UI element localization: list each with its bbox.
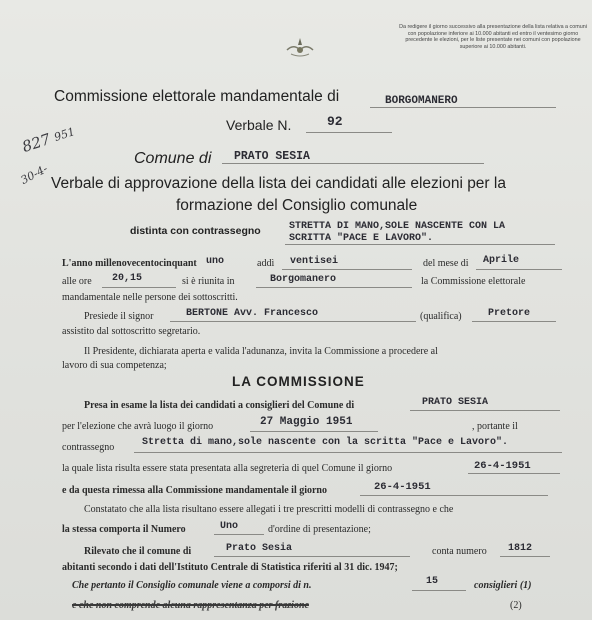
persone-line: mandamentale nelle persone dei sottoscritti. bbox=[62, 292, 238, 303]
margin-note-date: 30-4- bbox=[18, 162, 50, 187]
numero-underline bbox=[214, 534, 264, 535]
ore-value: 20,15 bbox=[112, 273, 143, 284]
mese-label: del mese di bbox=[423, 258, 469, 269]
contrassegno-label: contrassegno bbox=[62, 442, 115, 453]
constatato-line: Constatato che alla lista risultano essere allegati i tre prescritti modelli di contrassegno e che bbox=[84, 504, 454, 515]
abitanti-line: abitanti secondo i dati dell'Istituto Centrale di Statistica riferiti al 31 dic. 1947; bbox=[62, 562, 398, 573]
presentata-underline bbox=[468, 473, 560, 474]
presentata-label: la quale lista risulta essere stata presentata alla segreteria di quel Comune il giorno bbox=[62, 463, 393, 474]
addi-label: addì bbox=[257, 258, 275, 269]
giorno-underline bbox=[282, 269, 412, 270]
rilevato-label: Rilevato che il comune di bbox=[84, 546, 192, 557]
presa-underline bbox=[410, 410, 560, 411]
riunita-value: Borgomanero bbox=[270, 274, 337, 285]
comune-value: PRATO SESIA bbox=[234, 150, 310, 163]
verbale-number-label: Verbale N. bbox=[226, 117, 292, 133]
presidente-line-1: Il Presidente, dichiarata aperta e valida l'adunanza, invita la Commissione a procedere al bbox=[84, 346, 438, 357]
presidente-line-2: lavoro di sua competenza; bbox=[62, 360, 167, 371]
conta-underline bbox=[500, 556, 550, 557]
struck-line: e che non comprende alcuna rappresentanza per frazione bbox=[72, 600, 309, 611]
anno-label: L'anno millenovecentocinquant bbox=[62, 258, 197, 269]
commissione-label: la Commissione elettorale bbox=[421, 276, 526, 287]
presentata-value: 26-4-1951 bbox=[474, 460, 531, 472]
verbale-number-value: 92 bbox=[327, 114, 343, 129]
contrassegno-line-2: SCRITTA "PACE E LAVORO". bbox=[289, 233, 434, 244]
rimessa-label: e da questa rimessa alla Commissione mandamentale il giorno bbox=[62, 485, 327, 496]
contrassegno-underline bbox=[285, 244, 555, 245]
pertanto-underline bbox=[412, 590, 466, 591]
rimessa-underline bbox=[360, 495, 548, 496]
comune-underline bbox=[222, 163, 484, 164]
giorno-value: ventisei bbox=[290, 256, 339, 267]
ordine-label: d'ordine di presentazione; bbox=[268, 524, 371, 535]
contrassegno-body-underline bbox=[134, 452, 562, 453]
ore-underline bbox=[102, 287, 176, 288]
emblem-icon bbox=[283, 36, 317, 58]
assistito-line: assistito dal sottoscritto segretario. bbox=[62, 326, 201, 337]
struck-ref: (2) bbox=[510, 600, 522, 611]
elezione-underline bbox=[250, 431, 378, 432]
presiede-label: Presiede il signor bbox=[84, 311, 154, 322]
commission-label: Commissione elettorale mandamentale di bbox=[54, 88, 340, 105]
mese-value: Aprile bbox=[483, 255, 520, 266]
presa-value: PRATO SESIA bbox=[422, 397, 489, 408]
numero-value: Uno bbox=[220, 521, 239, 532]
rimessa-value: 26-4-1951 bbox=[374, 481, 431, 493]
margin-note-year: 951 bbox=[52, 125, 77, 144]
portante-label: , portante il bbox=[472, 421, 518, 432]
pertanto-value: 15 bbox=[426, 576, 439, 587]
qualifica-value: Pretore bbox=[488, 308, 531, 319]
margin-note-number: 827 bbox=[19, 130, 53, 156]
title-line-1: Verbale di approvazione della lista dei candidati alle elezioni per la bbox=[51, 175, 506, 192]
rilevato-value: Prato Sesia bbox=[226, 543, 293, 554]
verbale-underline bbox=[306, 132, 392, 133]
conta-label: conta numero bbox=[432, 546, 487, 557]
presiede-underline bbox=[170, 321, 416, 322]
contrassegno-line-1: STRETTA DI MANO,SOLE NASCENTE CON LA bbox=[289, 221, 506, 232]
conta-value: 1812 bbox=[508, 543, 533, 554]
consiglieri-label: consiglieri (1) bbox=[474, 580, 532, 591]
elezione-value: 27 Maggio 1951 bbox=[260, 416, 353, 428]
section-title: LA COMMISSIONE bbox=[232, 374, 365, 389]
contrassegno-value: Stretta di mano,sole nascente con la scritta "Pace e Lavoro". bbox=[142, 437, 509, 448]
riunita-label: si è riunita in bbox=[182, 276, 235, 287]
ore-label: alle ore bbox=[62, 276, 92, 287]
pertanto-label: Che pertanto il Consiglio comunale viene a comporsi di n. bbox=[72, 580, 312, 591]
instruction-note: Da redigere il giorno successivo alla presentazione della lista relativa a comuni con popolazione inferiore ai 10.000 abitanti ed entro il ventesimo giorno precedente le elezioni, per le liste presentate nei comuni con popolazione superiore ai 10.000 abitanti. bbox=[399, 24, 587, 50]
presiede-value: BERTONE Avv. Francesco bbox=[186, 308, 319, 319]
anno-value: uno bbox=[206, 256, 225, 267]
title-line-2: formazione del Consiglio comunale bbox=[176, 197, 418, 214]
qualifica-underline bbox=[472, 321, 556, 322]
rilevato-underline bbox=[214, 556, 410, 557]
numero-label: la stessa comporta il Numero bbox=[62, 524, 186, 535]
comune-label: Comune di bbox=[134, 150, 212, 167]
commission-value: BORGOMANERO bbox=[385, 95, 458, 107]
elezione-label: per l'elezione che avrà luogo il giorno bbox=[62, 421, 214, 432]
commission-underline bbox=[370, 107, 556, 108]
qualifica-label: (qualifica) bbox=[420, 311, 462, 322]
presa-label: Presa in esame la lista dei candidati a consiglieri del Comune di bbox=[84, 400, 355, 411]
riunita-underline bbox=[256, 287, 412, 288]
distinta-label: distinta con contrassegno bbox=[130, 225, 261, 237]
mese-underline bbox=[476, 269, 562, 270]
